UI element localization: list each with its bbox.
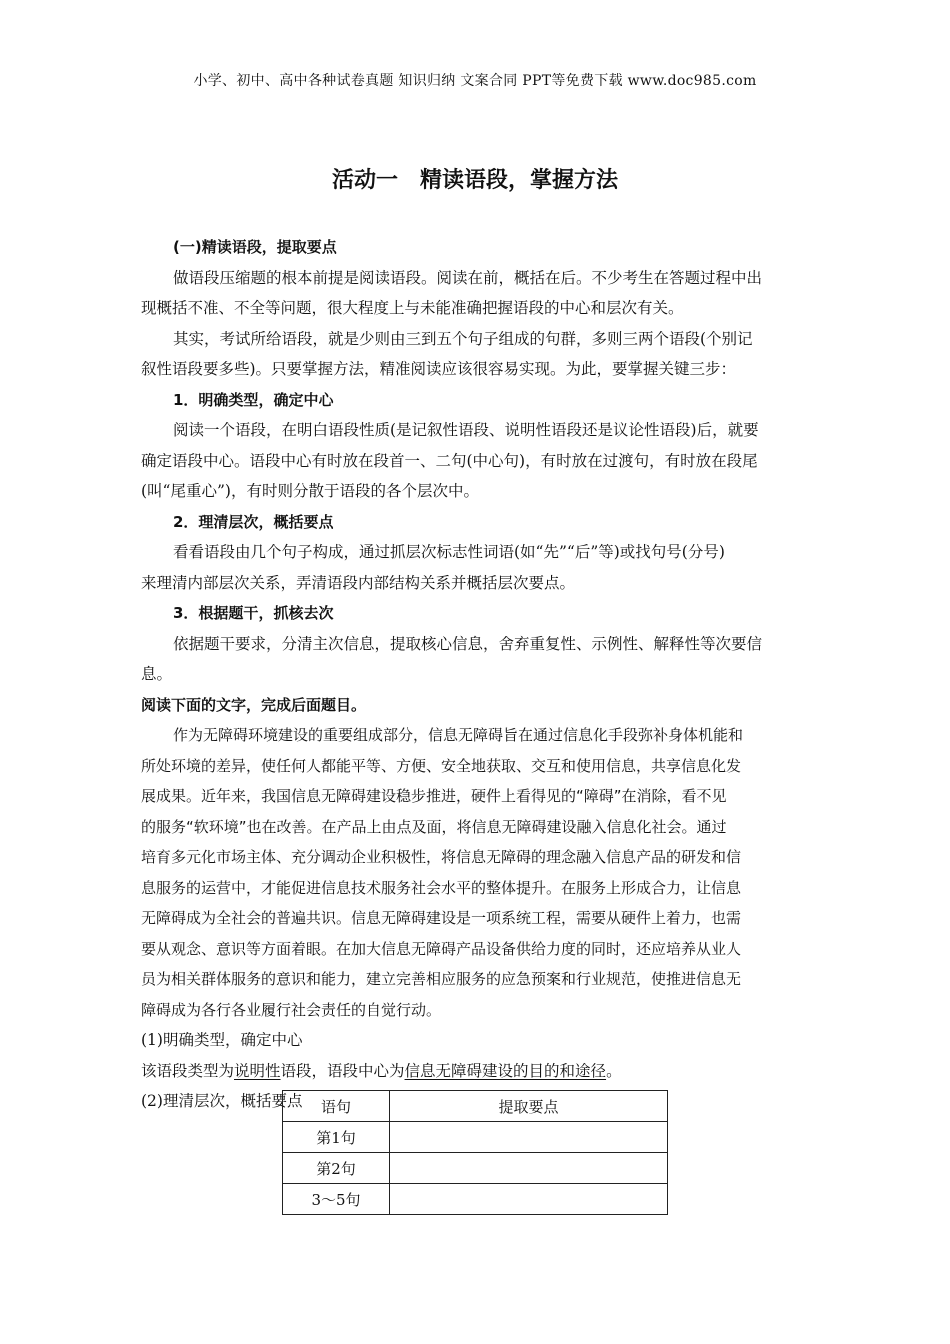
table-row: [283, 1122, 668, 1153]
point-cell[interactable]: [390, 1153, 668, 1184]
table-row: [283, 1184, 668, 1215]
step-heading: 2．理清层次，概括要点: [173, 512, 334, 531]
summary-table: [282, 1090, 668, 1215]
passage-line: 作为无障碍环境建设的重要组成部分，信息无障碍旨在通过信息化手段弥补身体机能和: [173, 726, 744, 744]
task-instruction: 阅读下面的文字，完成后面题目。: [141, 695, 367, 714]
section-heading: (一)精读语段，提取要点: [173, 238, 337, 256]
page-title: 活动一 精读语段，掌握方法: [331, 168, 618, 193]
answer-center: 信息无障碍建设的目的和途径: [404, 1061, 607, 1080]
passage-line: 培育多元化市场主体、充分调动企业积极性，将信息无障碍的理念融入信息产品的研发和信: [141, 848, 742, 866]
paragraph-line: 叙性语段要多些)。只要掌握方法，精准阅读应该很容易实现。为此，要掌握关键三步：: [141, 360, 737, 378]
sentence-cell: 第1句: [283, 1122, 390, 1153]
question-1-answer: [141, 1056, 811, 1087]
answer-middle: 语段，语段中心为: [280, 1061, 405, 1080]
passage-line: 无障碍成为全社会的普遍共识。信息无障碍建设是一项系统工程，需要从硬件上着力，也需: [141, 909, 742, 927]
column-header-point: 提取要点: [390, 1091, 668, 1122]
table-row: [283, 1153, 668, 1184]
sentence-cell: 第2句: [283, 1153, 390, 1184]
passage-line: 展成果。近年来，我国信息无障碍建设稳步推进，硬件上看得见的“障碍”在消除，看不见: [141, 787, 727, 805]
answer-end: 。: [606, 1061, 622, 1080]
paragraph-line: 依据题干要求，分清主次信息，提取核心信息，舍弃重复性、示例性、解释性等次要信: [173, 634, 763, 653]
paragraph-line: 来理清内部层次关系，弄清语段内部结构关系并概括层次要点。: [141, 573, 576, 592]
paragraph-line: (叫“尾重心”)，有时则分散于语段的各个层次中。: [141, 482, 479, 500]
document-body: [141, 232, 811, 1117]
step-heading: 1．明确类型，确定中心: [173, 390, 334, 409]
passage-line: 息服务的运营中，才能促进信息技术服务社会水平的整体提升。在服务上形成合力，让信息: [141, 878, 742, 897]
page-header: 小学、初中、高中各种试卷真题 知识归纳 文案合同 PPT等免费下载 www.doc985.com: [193, 73, 757, 89]
paragraph-line: 确定语段中心。语段中心有时放在段首一、二句(中心句)，有时放在过渡句，有时放在段尾: [141, 451, 758, 470]
step-heading: 3．根据题干，抓核去次: [173, 604, 334, 622]
table-header-row: [283, 1091, 668, 1122]
question-2-label: (2)理清层次，概括要点: [141, 1092, 303, 1110]
paragraph-line: 息。: [141, 665, 173, 683]
passage-line: 要从观念、意识等方面着眼。在加大信息无障碍产品设备供给力度的同时，还应培养从业人: [141, 939, 742, 958]
point-cell[interactable]: [390, 1122, 668, 1153]
paragraph-line: 做语段压缩题的根本前提是阅读语段。阅读在前，概括在后。不少考生在答题过程中出: [173, 268, 763, 287]
paragraph-line: 阅读一个语段，在明白语段性质(是记叙性语段、说明性语段还是议论性语段)后，就要: [173, 421, 759, 439]
question-1-label: (1)明确类型，确定中心: [141, 1031, 303, 1049]
answer-type: 说明性: [234, 1061, 281, 1080]
passage-line: 员为相关群体服务的意识和能力，建立完善相应服务的应急预案和行业规范，使推进信息无: [141, 970, 742, 988]
point-cell[interactable]: [390, 1184, 668, 1215]
paragraph-line: 其实，考试所给语段，就是少则由三到五个句子组成的句群，多则三两个语段(个别记: [173, 329, 753, 348]
passage-line: 的服务“软环境”也在改善。在产品上由点及面，将信息无障碍建设融入信息化社会。通过: [141, 817, 727, 836]
passage-line: 障碍成为各行各业履行社会责任的自觉行动。: [141, 1000, 442, 1019]
passage-line: 所处环境的差异，使任何人都能平等、方便、安全地获取、交互和使用信息，共享信息化发: [141, 756, 742, 775]
column-header-sentence: 语句: [283, 1091, 390, 1122]
paragraph-line: 现概括不准、不全等问题，很大程度上与未能准确把握语段的中心和层次有关。: [141, 299, 684, 317]
paragraph-line: 看看语段由几个句子构成，通过抓层次标志性词语(如“先”“后”等)或找句号(分号): [173, 543, 725, 561]
sentence-cell: 3～5句: [283, 1184, 390, 1215]
answer-prefix: 该语段类型为: [141, 1061, 235, 1080]
